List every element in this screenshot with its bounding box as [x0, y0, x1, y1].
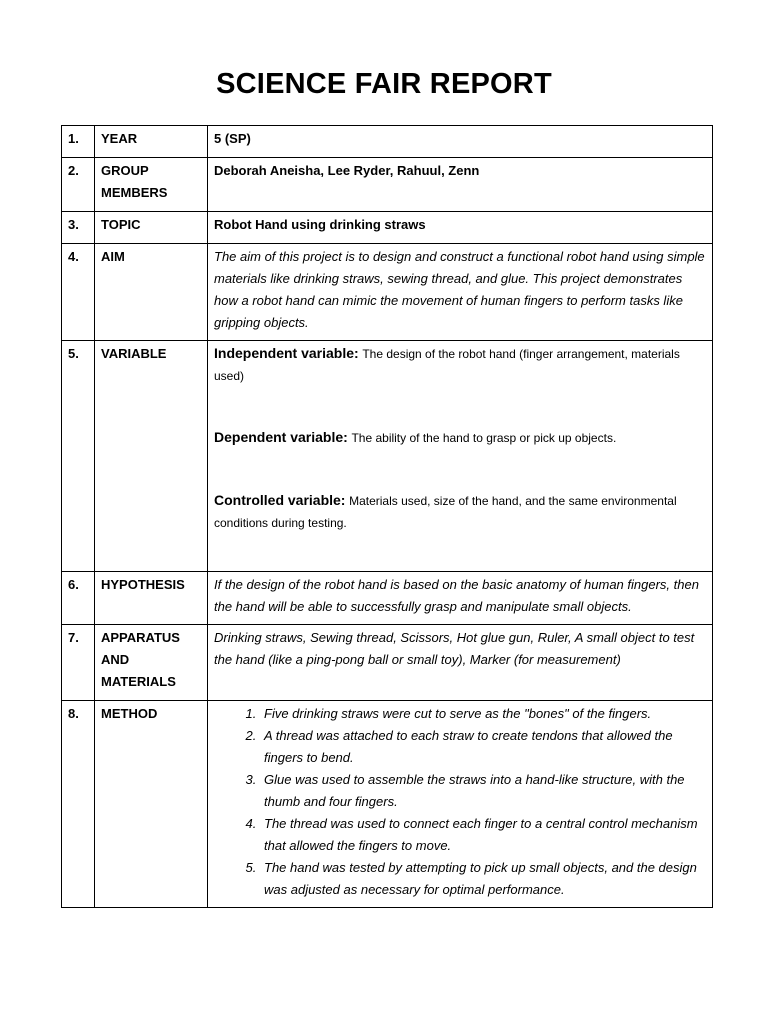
dependent-variable: [214, 427, 706, 449]
independent-variable-label: Independent variable:: [214, 345, 359, 361]
table-row-topic: [62, 212, 713, 244]
page-title: SCIENCE FAIR REPORT: [216, 68, 552, 100]
report-table: [61, 125, 713, 908]
controlled-variable-text: Materials used, size of the hand, and the same environmental conditions during testing.: [214, 494, 677, 530]
table-row-hypothesis: [62, 572, 713, 625]
row-label-group-members: GROUP MEMBERS: [95, 158, 208, 212]
dependent-variable-label: Dependent variable:: [214, 429, 348, 445]
row-number: 5.: [62, 341, 95, 572]
table-row-group-members: [62, 158, 713, 212]
method-steps-list: [214, 703, 706, 901]
table-row-variable: [62, 341, 713, 572]
method-step: 3. Glue was used to assemble the straws into a hand-like structure, with the thumb and four fingers.: [260, 769, 706, 813]
controlled-variable: [214, 490, 706, 534]
independent-variable-text: The design of the robot hand (finger arrangement, materials used): [214, 347, 680, 383]
row-number: 8.: [62, 701, 95, 908]
row-label-topic: TOPIC: [95, 212, 208, 244]
table-row-method: [62, 701, 713, 908]
method-step: 1. Five drinking straws were cut to serve as the "bones" of the fingers.: [260, 703, 706, 725]
row-number: 3.: [62, 212, 95, 244]
topic-value: Robot Hand using drinking straws: [208, 212, 713, 244]
group-members-value: Deborah Aneisha, Lee Ryder, Rahuul, Zenn: [208, 158, 713, 212]
row-label-apparatus: APPARATUS AND MATERIALS: [95, 625, 208, 701]
year-value: 5 (SP): [208, 126, 713, 158]
controlled-variable-label: Controlled variable:: [214, 492, 346, 508]
row-number: 7.: [62, 625, 95, 701]
variable-value: [208, 341, 713, 572]
aim-value: The aim of this project is to design and construct a functional robot hand using simple materials like drinking straws, sewing thread, and glue. This project demonstrates how a robot hand can mimic the movement of human fingers to perform tasks like gripping objects.: [208, 244, 713, 341]
independent-variable: [214, 343, 706, 387]
method-value: [208, 701, 713, 908]
table-row-aim: [62, 244, 713, 341]
row-label-method: METHOD: [95, 701, 208, 908]
row-number: 1.: [62, 126, 95, 158]
row-label-hypothesis: HYPOTHESIS: [95, 572, 208, 625]
dependent-variable-text: The ability of the hand to grasp or pick up objects.: [351, 431, 617, 445]
row-number: 6.: [62, 572, 95, 625]
row-number: 2.: [62, 158, 95, 212]
row-number: 4.: [62, 244, 95, 341]
method-step: 2. A thread was attached to each straw to create tendons that allowed the fingers to bend.: [260, 725, 706, 769]
method-step: 4. The thread was used to connect each finger to a central control mechanism that allowed the fingers to move.: [260, 813, 706, 857]
apparatus-value: Drinking straws, Sewing thread, Scissors, Hot glue gun, Ruler, A small object to test the hand (like a ping-pong ball or small toy), Marker (for measurement): [208, 625, 713, 701]
hypothesis-value: If the design of the robot hand is based on the basic anatomy of human fingers, then the hand will be able to successfully grasp and manipulate small objects.: [208, 572, 713, 625]
row-label-variable: VARIABLE: [95, 341, 208, 572]
table-row-year: [62, 126, 713, 158]
method-step: 5. The hand was tested by attempting to pick up small objects, and the design was adjusted as necessary for optimal performance.: [260, 857, 706, 901]
row-label-aim: AIM: [95, 244, 208, 341]
table-row-apparatus: [62, 625, 713, 701]
row-label-year: YEAR: [95, 126, 208, 158]
